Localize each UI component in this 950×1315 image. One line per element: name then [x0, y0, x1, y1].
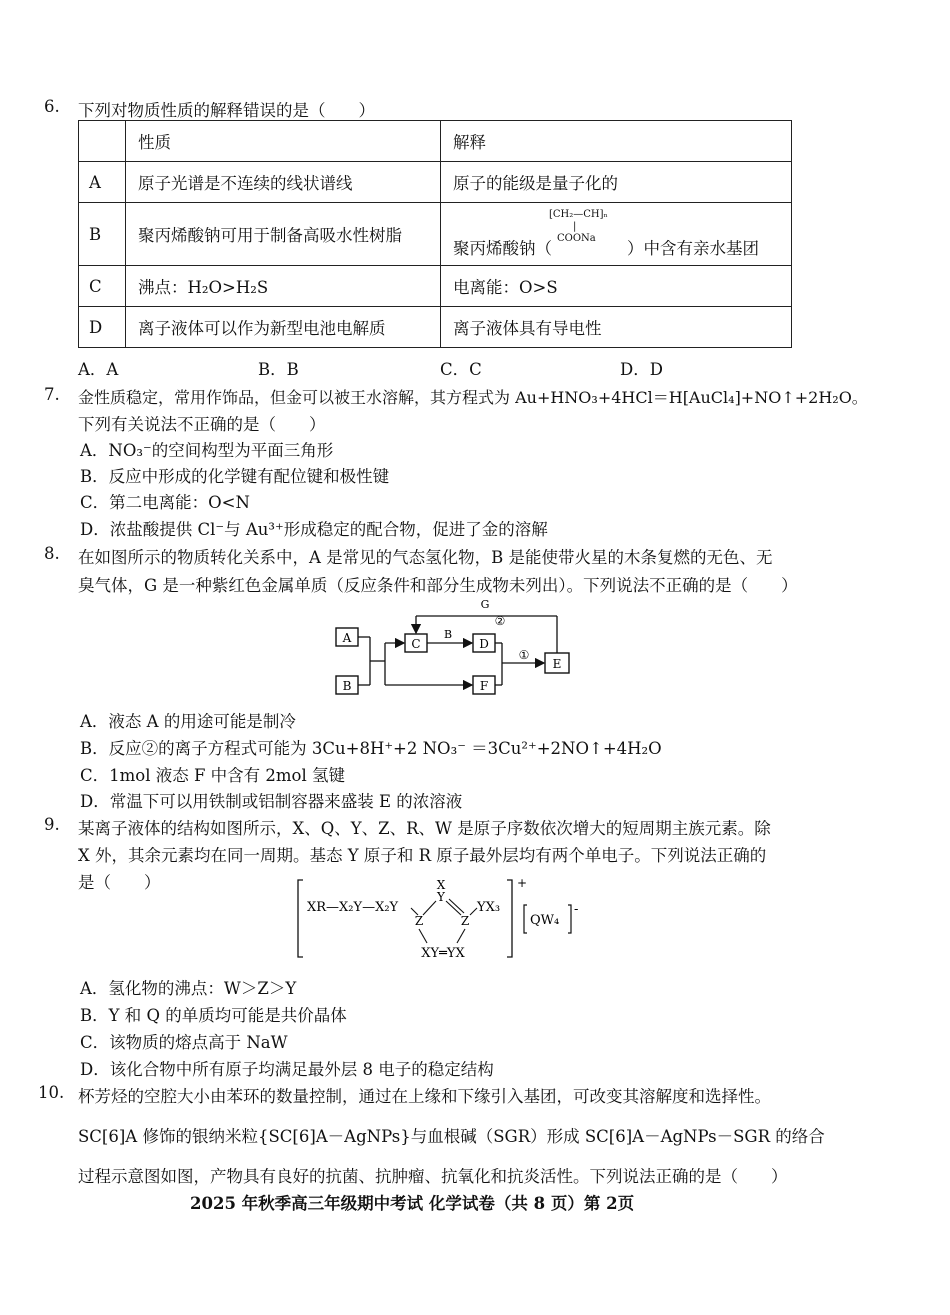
box-label-a: A — [342, 631, 352, 645]
anion-charge: - — [574, 902, 579, 917]
table-row — [79, 203, 792, 266]
q7-number: 7. — [44, 385, 60, 404]
q7-option-a[interactable]: A．NO₃⁻的空间构型为平面三角形 — [80, 441, 334, 460]
q10-number: 10. — [38, 1083, 65, 1102]
q6-option-d[interactable]: D．D — [620, 360, 663, 379]
row-property: 离子液体可以作为新型电池电解质 — [126, 307, 441, 348]
q9-option-a[interactable]: A．氢化物的沸点：W＞Z＞Y — [80, 979, 297, 998]
box-label-c: C — [411, 637, 421, 651]
polymer-formula: [CH₂—CH]ₙ | COONa — [549, 209, 608, 244]
q9-stem-line1: 某离子液体的结构如图所示，X、Q、Y、Z、R、W 是原子序数依次增大的短周期主族元素。除 — [78, 819, 771, 838]
box-label-f: F — [479, 679, 489, 693]
ring-bottom: XY═YX — [421, 946, 465, 961]
row-explanation: 电离能：O>S — [441, 266, 792, 307]
q7-option-b[interactable]: B．反应中形成的化学键有配位键和极性键 — [80, 467, 390, 486]
ring-z-left: Z — [414, 914, 424, 928]
table-header-row — [79, 121, 792, 162]
q6-number: 6. — [44, 97, 60, 116]
q6-option-b[interactable]: B．B — [258, 360, 299, 379]
row-explanation: 离子液体具有导电性 — [441, 307, 792, 348]
q8-option-c[interactable]: C．1mol 液态 F 中含有 2mol 氢键 — [80, 766, 346, 785]
arrow-label-1: ① — [518, 648, 530, 662]
row-explanation: 原子的能级是量子化的 — [441, 162, 792, 203]
q6-table — [78, 120, 792, 348]
box-label-d: D — [479, 637, 489, 651]
q10-stem-line1: 杯芳烃的空腔大小由苯环的数量控制，通过在上缘和下缘引入基团，可改变其溶解度和选择性。 — [78, 1087, 771, 1106]
cation-chain: XR—X₂Y—X₂Y — [307, 900, 399, 915]
q8-option-b[interactable]: B．反应②的离子方程式可能为 3Cu+8H⁺+2 NO₃⁻ ＝3Cu²⁺+2NO↑+4H₂O — [80, 739, 662, 758]
q9-option-b[interactable]: B．Y 和 Q 的单质均可能是共价晶体 — [80, 1006, 347, 1025]
anion-formula: QW₄ — [530, 913, 560, 928]
q10-stem-line3: 过程示意图如图，产物具有良好的抗菌、抗肿瘤、抗氧化和抗炎活性。下列说法正确的是（ ） — [78, 1167, 788, 1186]
box-label-b: B — [342, 679, 352, 693]
q6-option-c[interactable]: C．C — [440, 360, 482, 379]
q9-option-d[interactable]: D．该化合物中所有原子均满足最外层 8 电子的稳定结构 — [80, 1060, 494, 1079]
q9-stem-line3: 是（ ） — [78, 873, 161, 892]
q9-ionic-liquid-structure — [295, 875, 595, 965]
table-header-property: 性质 — [126, 121, 441, 162]
explanation-prefix: 聚丙烯酸钠（ — [453, 239, 552, 258]
arrow-label-b: B — [443, 628, 453, 641]
row-property: 原子光谱是不连续的线状谱线 — [126, 162, 441, 203]
q6-stem: 下列对物质性质的解释错误的是（ ） — [78, 101, 375, 120]
q8-option-d[interactable]: D．常温下可以用铁制或铝制容器来盛装 E 的浓溶液 — [80, 792, 463, 811]
q8-option-a[interactable]: A．液态 A 的用途可能是制冷 — [80, 712, 296, 731]
row-label: C — [79, 266, 126, 307]
polymer-side-group: COONa — [557, 233, 596, 244]
q8-stem-line2: 臭气体，G 是一种紫红色金属单质（反应条件和部分生成物未列出）。下列说法不正确的是（ ） — [78, 576, 798, 595]
q8-stem-line1: 在如图所示的物质转化关系中，A 是常见的气态氢化物，B 是能使带火星的木条复燃的无色、无 — [78, 548, 773, 567]
row-explanation — [441, 203, 792, 266]
arrow-label-2: ② — [494, 614, 506, 628]
box-label-e: E — [552, 657, 562, 671]
table-cell — [79, 121, 126, 162]
q7-stem-line1: 金性质稳定，常用作饰品，但金可以被王水溶解，其方程式为 Au+HNO₃+4HCl＝H[AuCl₄]+NO↑+2H₂O。 — [78, 388, 868, 407]
q9-number: 9. — [44, 815, 60, 834]
q7-stem-line2: 下列有关说法不正确的是（ ） — [78, 415, 326, 434]
table-row — [79, 266, 792, 307]
cation-charge: + — [517, 876, 528, 890]
q7-option-c[interactable]: C．第二电离能：O<N — [80, 493, 250, 512]
polymer-chain: [CH₂—CH]ₙ — [549, 209, 608, 220]
q10-stem-line2: SC[6]A 修饰的银纳米粒{SC[6]A－AgNPs}与血根碱（SGR）形成 SC[6]A－AgNPs－SGR 的络合 — [78, 1127, 825, 1146]
q7-option-d[interactable]: D．浓盐酸提供 Cl⁻与 Au³⁺形成稳定的配合物，促进了金的溶解 — [80, 520, 548, 539]
row-label: D — [79, 307, 126, 348]
row-label: B — [79, 203, 126, 266]
ring-top-x: X — [436, 878, 446, 892]
q9-stem-line2: X 外，其余元素均在同一周期。基态 Y 原子和 R 原子最外层均有两个单电子。下列说法正确的 — [78, 846, 767, 865]
q8-number: 8. — [44, 544, 60, 563]
row-property: 聚丙烯酸钠可用于制备高吸水性树脂 — [126, 203, 441, 266]
row-property: 沸点：H₂O>H₂S — [126, 266, 441, 307]
q8-transformation-diagram — [330, 598, 580, 698]
table-row — [79, 307, 792, 348]
arrow-label-g: G — [480, 598, 490, 611]
table-row — [79, 162, 792, 203]
q9-option-c[interactable]: C．该物质的熔点高于 NaW — [80, 1033, 288, 1052]
explanation-suffix: ）中含有亲水基团 — [627, 239, 759, 258]
ring-right-group: YX₃ — [477, 900, 501, 915]
row-label: A — [79, 162, 126, 203]
ring-z-right: Z — [460, 914, 470, 928]
page-footer: 2025 年秋季高三年级期中考试 化学试卷（共 8 页）第 2页 — [190, 1194, 635, 1213]
ring-top-y: Y — [437, 890, 445, 904]
table-header-explanation: 解释 — [441, 121, 792, 162]
q6-option-a[interactable]: A．A — [78, 360, 119, 379]
